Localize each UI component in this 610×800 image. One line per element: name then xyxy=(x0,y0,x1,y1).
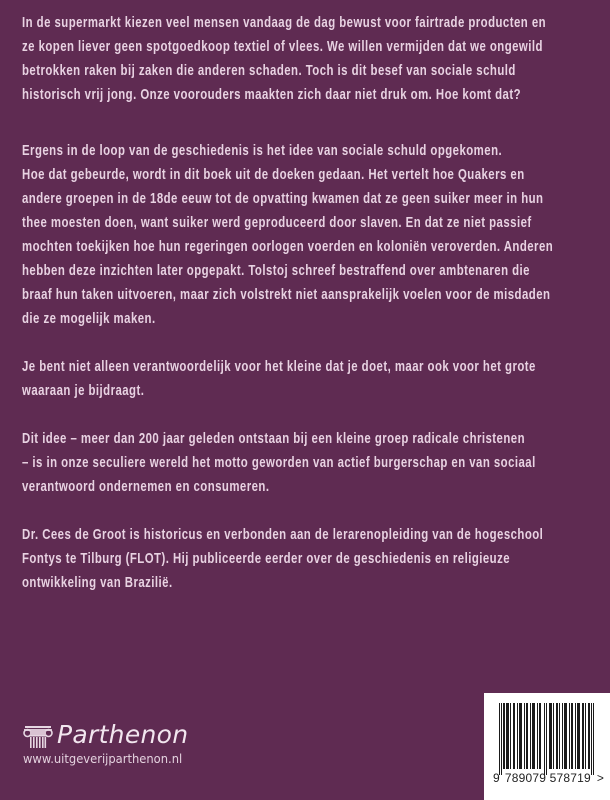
text-line: ontwikkeling van Brazilië. xyxy=(22,574,173,591)
text-line: Fontys te Tilburg (FLOT). Hij publiceerde eerder over de geschiedenis en religieuze xyxy=(22,550,511,567)
text-line: betrokken raken bij zaken die anderen schaden. Toch is dit besef van sociale schuld xyxy=(22,62,516,79)
isbn-lead-digit: 9 xyxy=(493,771,500,785)
quiet-zone-mark: > xyxy=(596,771,605,785)
text-line: Hoe dat gebeurde, wordt in dit boek uit de doeken gedaan. Het vertelt hoe Quakers en xyxy=(22,166,525,183)
text-line: In de supermarkt kiezen veel mensen vandaag de dag bewust voor fairtrade producten en xyxy=(22,14,547,31)
isbn-digits: 789079 578719 xyxy=(504,771,591,785)
text-line: thee moesten doen, want suiker werd geproduceerd door slaven. En dat ze niet passief xyxy=(22,214,532,231)
text-line: Dr. Cees de Groot is historicus en verbonden aan de lerarenopleiding van de hogeschool xyxy=(22,526,544,543)
publisher-website: www.uitgeverijparthenon.nl xyxy=(23,751,183,766)
text-line: historisch vrij jong. Onze voorouders maakten zich daar niet druk om. Hoe komt dat? xyxy=(22,86,522,103)
text-line: ze kopen liever geen spotgoedkoop textiel of vlees. We willen vermijden dat we ongewild xyxy=(22,38,543,55)
text-line: mochten toekijken hoe hun regeringen oorlogen voerden en koloniën veroverden. Anderen xyxy=(22,238,554,255)
publisher-logo xyxy=(23,720,193,770)
isbn-barcode xyxy=(484,693,610,800)
text-line: Ergens in de loop van de geschiedenis is het idee van sociale schuld opgekomen. xyxy=(22,142,503,159)
column-capital-icon xyxy=(23,725,53,749)
text-line: – is in onze seculiere wereld het motto geworden van actief burgerschap en van sociaal xyxy=(22,454,536,471)
text-line: die ze mogelijk maken. xyxy=(22,310,156,327)
text-line: andere groepen in de 18de eeuw tot de opvatting kwamen dat ze geen suiker meer in hun xyxy=(22,190,544,207)
isbn-number xyxy=(493,771,604,785)
text-line: waaraan je bijdraagt. xyxy=(22,382,145,399)
text-line: Je bent niet alleen verantwoordelijk voor het kleine dat je doet, maar ook voor het grote xyxy=(22,358,536,375)
text-line: Dit idee – meer dan 200 jaar geleden ontstaan bij een kleine groep radicale christenen xyxy=(22,430,525,447)
publisher-name: Parthenon xyxy=(57,720,189,749)
text-line: hebben deze inzichten later opgepakt. Tolstoj schreef bestraffend over ambtenaren die xyxy=(22,262,530,279)
text-line: verantwoord ondernemen en consumeren. xyxy=(22,478,270,495)
barcode-bars-icon xyxy=(499,703,594,775)
text-line: braaf hun taken uitvoeren, maar zich volstrekt niet aansprakelijk voelen voor de misdaden xyxy=(22,286,551,303)
